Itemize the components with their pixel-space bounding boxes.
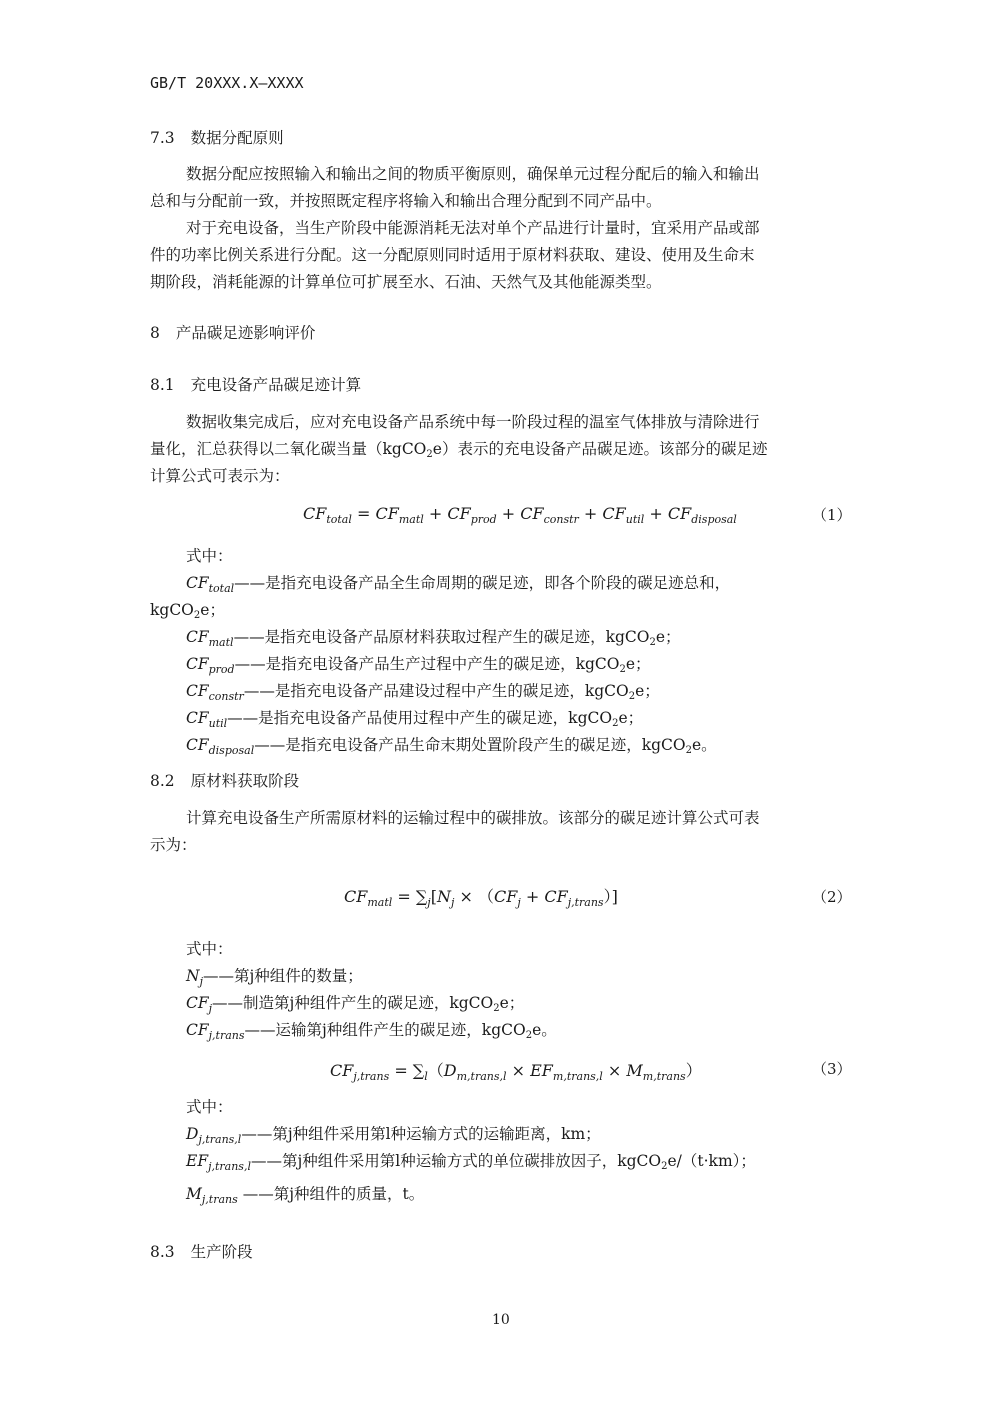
definition-n-j: $N_j——$第j种组件的数量； [186,967,363,988]
definition-cf-j: $CF_j——$制造第j种组件产生的碳足迹，kgCO$_2$e； [186,994,525,1015]
definition-ef: $EF_{j,trans,l}——$第j种组件采用第l种运输方式的单位碳排放因子，kgCO$_2$e/（t·km）； [186,1152,756,1173]
definition-cf-constr: $CF_{constr}——$是指充电设备产品建设过程中产生的碳足迹，kgCO$_2$e； [186,682,660,703]
section-8-1-heading [150,373,361,395]
equation-number: （2） [812,888,852,906]
equation-2: $CF_{matl} = \sum_j[N_j \times (CF_j + CF_{j,trans})]$ [344,887,618,909]
definition-cf-util: $CF_{util}——$是指充电设备产品使用过程中产生的碳足迹，kgCO$_2$e； [186,709,644,730]
section-8-2-heading [150,769,299,791]
section-number: 8.1 [150,376,175,394]
paragraph-line: 示为： [150,836,197,854]
where-label: 式中： [186,940,233,958]
definition-cf-matl: $CF_{matl}——$是指充电设备产品原材料获取过程产生的碳足迹，kgCO$_2$e； [186,628,681,649]
section-title: 产品碳足迹影响评价 [175,324,316,342]
section-8-3-heading [150,1240,253,1262]
where-label: 式中： [186,1098,233,1116]
equation-number: （3） [812,1060,852,1078]
definition-cf-prod: $CF_{prod}——$是指充电设备产品生产过程中产生的碳足迹，kgCO$_2$e； [186,655,651,676]
paragraph-line: 件的功率比例关系进行分配。这一分配原则同时适用于原材料获取、建设、使用及生命末 [150,246,755,264]
paragraph-line: 计算充电设备生产所需原材料的运输过程中的碳排放。该部分的碳足迹计算公式可表 [186,809,760,827]
paragraph-line: 计算公式可表示为： [150,467,290,485]
where-label: 式中： [186,547,233,565]
definition-m: $M_{j,trans}$ ——第j种组件的质量，t。 [186,1185,425,1206]
equation-3: $CF_{j,trans} = \sum_l(D_{m,trans,l} \times EF_{m,trans,l} \times M_{m,trans})$ [330,1061,702,1083]
section-number: 8 [150,324,160,342]
definition-unit: kgCO$_2$e； [150,601,225,621]
definition-cf-total: $CF_{total}——$是指充电设备产品全生命周期的碳足迹，即各个阶段的碳足迹总和， [186,574,731,595]
section-7-3-heading [150,126,284,148]
section-number: 7.3 [150,129,175,147]
section-number: 8.2 [150,772,175,790]
page-number: 10 [492,1312,510,1328]
definition-cf-j-trans: $CF_{j,trans}——$运输第j种组件产生的碳足迹，kgCO$_2$e。 [186,1021,557,1042]
section-title: 生产阶段 [190,1243,253,1261]
paragraph-line: 总和与分配前一致，并按照既定程序将输入和输出合理分配到不同产品中。 [150,192,662,210]
equation-number: （1） [812,506,852,524]
paragraph-line: 数据收集完成后，应对充电设备产品系统中每一阶段过程的温室气体排放与清除进行 [186,413,760,431]
section-number: 8.3 [150,1243,175,1261]
standard-id: GB/T 20XXX.X—XXXX [150,74,304,92]
paragraph-line: 数据分配应按照输入和输出之间的物质平衡原则，确保单元过程分配后的输入和输出 [186,165,760,183]
equation-1: $CF_{total} = CF_{matl} + CF_{prod} + CF_{constr} + CF_{util} + CF_{disposal}$ [303,504,737,526]
paragraph-line: 对于充电设备，当生产阶段中能源消耗无法对单个产品进行计量时，宜采用产品或部 [186,219,760,237]
section-title: 原材料获取阶段 [190,772,300,790]
section-8-heading [150,321,315,343]
definition-cf-disposal: $CF_{disposal}——$是指充电设备产品生命末期处置阶段产生的碳足迹，kgCO$_2$e。 [186,736,717,757]
section-title: 充电设备产品碳足迹计算 [190,376,362,394]
paragraph-line: 期阶段，消耗能源的计算单位可扩展至水、石油、天然气及其他能源类型。 [150,273,662,291]
section-title: 数据分配原则 [190,129,284,147]
definition-d: $D_{j,trans,l}——$第j种组件采用第l种运输方式的运输距离，km； [186,1125,601,1146]
paragraph-line: 量化，汇总获得以二氧化碳当量（kgCO$_2$e）表示的充电设备产品碳足迹。该部分的碳足迹 [150,440,768,460]
